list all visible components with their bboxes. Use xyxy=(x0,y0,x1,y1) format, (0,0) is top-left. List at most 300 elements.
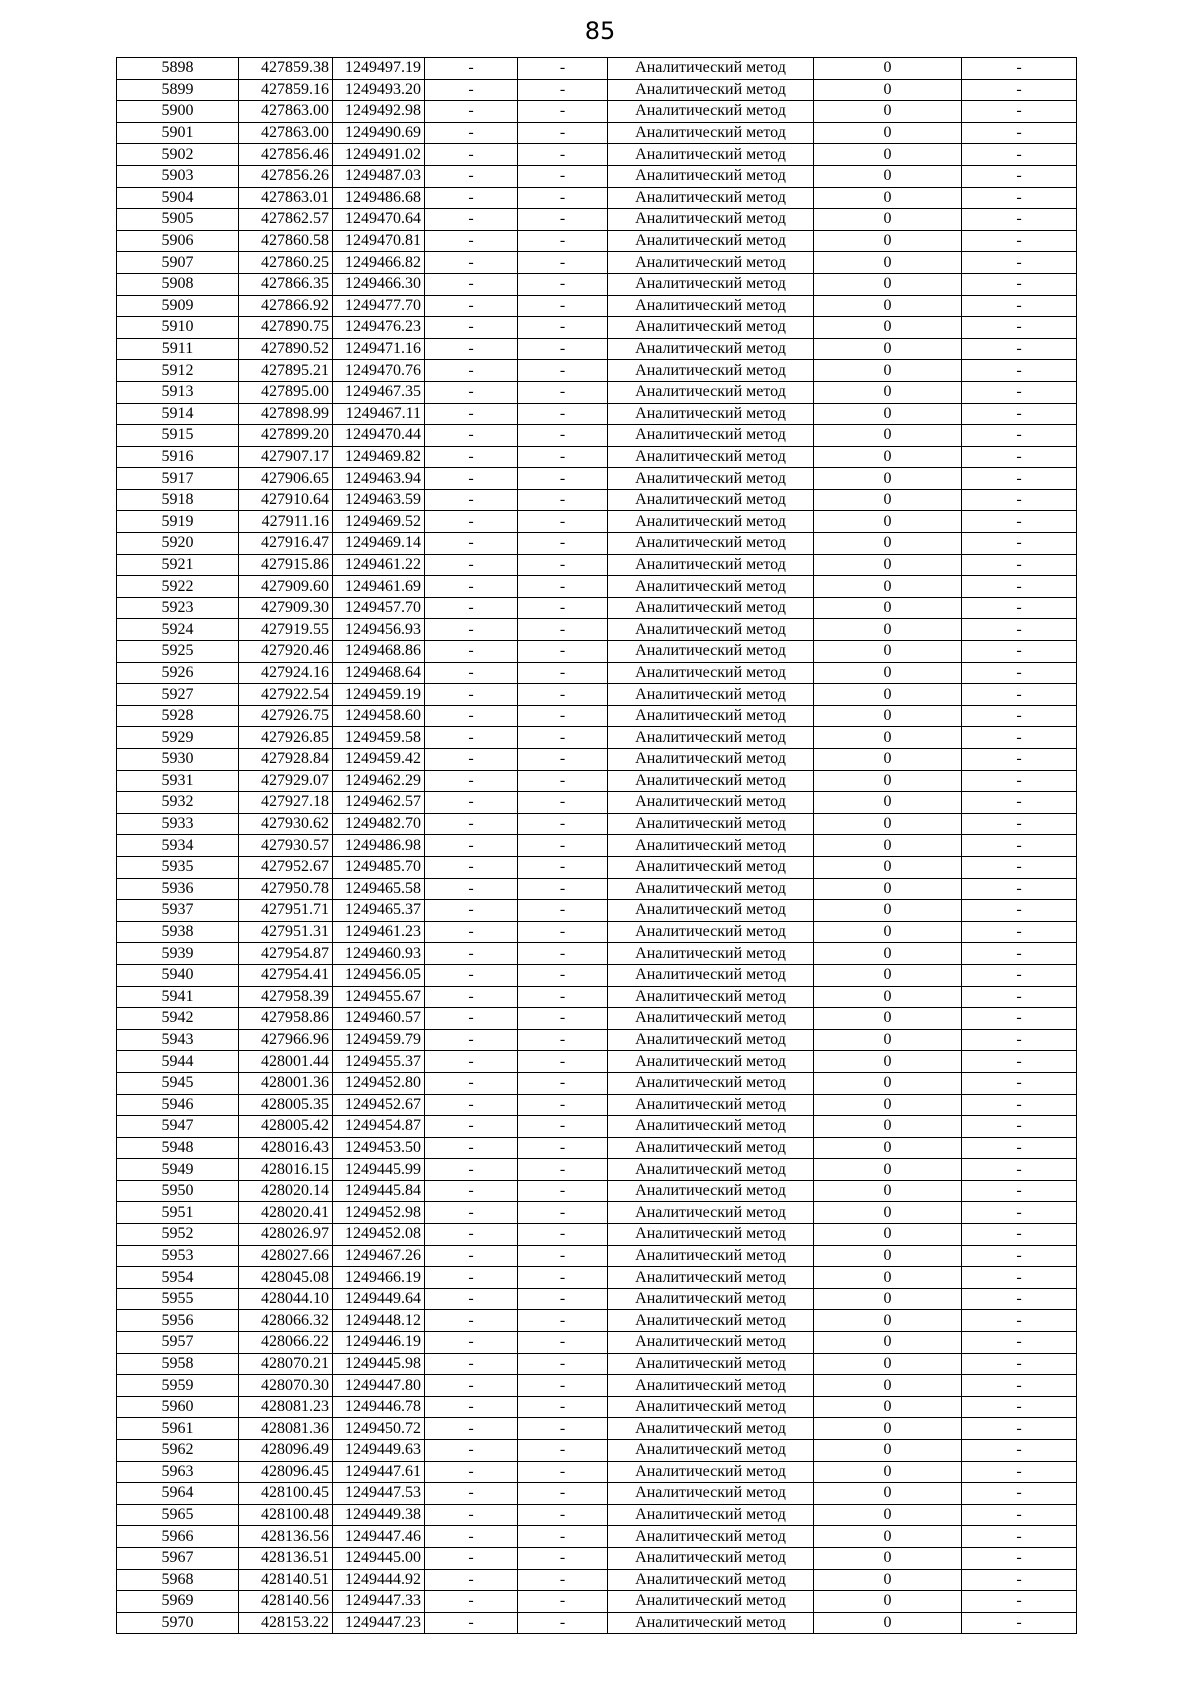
value-cell: 0 xyxy=(814,1116,962,1138)
method-cell: Аналитический метод xyxy=(608,705,814,727)
table-row xyxy=(117,360,1077,382)
dash-cell: - xyxy=(425,576,518,598)
value-cell: 0 xyxy=(814,554,962,576)
table-row xyxy=(117,533,1077,555)
value-cell: 0 xyxy=(814,900,962,922)
y-coordinate-cell: 1249445.84 xyxy=(333,1180,425,1202)
dash-cell: - xyxy=(962,1288,1077,1310)
y-coordinate-cell: 1249459.42 xyxy=(333,749,425,771)
point-number-cell: 5918 xyxy=(117,489,239,511)
value-cell: 0 xyxy=(814,1569,962,1591)
method-cell: Аналитический метод xyxy=(608,856,814,878)
dash-cell: - xyxy=(518,317,608,339)
dash-cell: - xyxy=(425,317,518,339)
point-number-cell: 5963 xyxy=(117,1461,239,1483)
method-cell: Аналитический метод xyxy=(608,727,814,749)
x-coordinate-cell: 427863.01 xyxy=(239,187,333,209)
dash-cell: - xyxy=(425,900,518,922)
dash-cell: - xyxy=(425,1224,518,1246)
y-coordinate-cell: 1249450.72 xyxy=(333,1418,425,1440)
dash-cell: - xyxy=(425,1116,518,1138)
method-cell: Аналитический метод xyxy=(608,1526,814,1548)
y-coordinate-cell: 1249446.78 xyxy=(333,1396,425,1418)
y-coordinate-cell: 1249497.19 xyxy=(333,58,425,80)
dash-cell: - xyxy=(425,1180,518,1202)
value-cell: 0 xyxy=(814,619,962,641)
y-coordinate-cell: 1249460.93 xyxy=(333,943,425,965)
dash-cell: - xyxy=(518,1483,608,1505)
method-cell: Аналитический метод xyxy=(608,1310,814,1332)
dash-cell: - xyxy=(425,1375,518,1397)
value-cell: 0 xyxy=(814,317,962,339)
point-number-cell: 5922 xyxy=(117,576,239,598)
y-coordinate-cell: 1249452.67 xyxy=(333,1094,425,1116)
dash-cell: - xyxy=(518,122,608,144)
dash-cell: - xyxy=(518,1504,608,1526)
value-cell: 0 xyxy=(814,1094,962,1116)
y-coordinate-cell: 1249462.57 xyxy=(333,792,425,814)
x-coordinate-cell: 428026.97 xyxy=(239,1224,333,1246)
point-number-cell: 5967 xyxy=(117,1547,239,1569)
dash-cell: - xyxy=(962,1051,1077,1073)
dash-cell: - xyxy=(425,684,518,706)
dash-cell: - xyxy=(962,1526,1077,1548)
dash-cell: - xyxy=(518,1267,608,1289)
x-coordinate-cell: 427890.75 xyxy=(239,317,333,339)
x-coordinate-cell: 427866.92 xyxy=(239,295,333,317)
y-coordinate-cell: 1249468.86 xyxy=(333,641,425,663)
dash-cell: - xyxy=(425,662,518,684)
point-number-cell: 5969 xyxy=(117,1591,239,1613)
dash-cell: - xyxy=(962,1008,1077,1030)
point-number-cell: 5948 xyxy=(117,1137,239,1159)
dash-cell: - xyxy=(425,921,518,943)
dash-cell: - xyxy=(962,1461,1077,1483)
dash-cell: - xyxy=(425,468,518,490)
dash-cell: - xyxy=(425,1310,518,1332)
x-coordinate-cell: 427862.57 xyxy=(239,209,333,231)
y-coordinate-cell: 1249467.11 xyxy=(333,403,425,425)
dash-cell: - xyxy=(518,619,608,641)
table-row xyxy=(117,684,1077,706)
point-number-cell: 5915 xyxy=(117,425,239,447)
value-cell: 0 xyxy=(814,144,962,166)
dash-cell: - xyxy=(425,144,518,166)
x-coordinate-cell: 427926.75 xyxy=(239,705,333,727)
point-number-cell: 5931 xyxy=(117,770,239,792)
dash-cell: - xyxy=(962,1180,1077,1202)
y-coordinate-cell: 1249445.99 xyxy=(333,1159,425,1181)
method-cell: Аналитический метод xyxy=(608,662,814,684)
x-coordinate-cell: 428081.36 xyxy=(239,1418,333,1440)
dash-cell: - xyxy=(962,662,1077,684)
y-coordinate-cell: 1249455.37 xyxy=(333,1051,425,1073)
dash-cell: - xyxy=(962,749,1077,771)
dash-cell: - xyxy=(518,1332,608,1354)
dash-cell: - xyxy=(425,1051,518,1073)
point-number-cell: 5919 xyxy=(117,511,239,533)
point-number-cell: 5902 xyxy=(117,144,239,166)
point-number-cell: 5966 xyxy=(117,1526,239,1548)
table-row xyxy=(117,1418,1077,1440)
value-cell: 0 xyxy=(814,446,962,468)
dash-cell: - xyxy=(425,122,518,144)
point-number-cell: 5933 xyxy=(117,813,239,835)
y-coordinate-cell: 1249468.64 xyxy=(333,662,425,684)
dash-cell: - xyxy=(962,489,1077,511)
x-coordinate-cell: 428066.22 xyxy=(239,1332,333,1354)
table-row xyxy=(117,101,1077,123)
point-number-cell: 5957 xyxy=(117,1332,239,1354)
dash-cell: - xyxy=(425,1332,518,1354)
table-row xyxy=(117,964,1077,986)
x-coordinate-cell: 427895.00 xyxy=(239,381,333,403)
page-number: 85 xyxy=(584,17,616,45)
value-cell: 0 xyxy=(814,1483,962,1505)
table-row xyxy=(117,835,1077,857)
dash-cell: - xyxy=(962,122,1077,144)
dash-cell: - xyxy=(962,1029,1077,1051)
method-cell: Аналитический метод xyxy=(608,273,814,295)
value-cell: 0 xyxy=(814,1288,962,1310)
method-cell: Аналитический метод xyxy=(608,1267,814,1289)
dash-cell: - xyxy=(962,252,1077,274)
point-number-cell: 5921 xyxy=(117,554,239,576)
table-row xyxy=(117,1008,1077,1030)
y-coordinate-cell: 1249448.12 xyxy=(333,1310,425,1332)
dash-cell: - xyxy=(518,792,608,814)
point-number-cell: 5955 xyxy=(117,1288,239,1310)
dash-cell: - xyxy=(518,187,608,209)
dash-cell: - xyxy=(518,856,608,878)
table-row xyxy=(117,986,1077,1008)
x-coordinate-cell: 427860.58 xyxy=(239,230,333,252)
value-cell: 0 xyxy=(814,58,962,80)
dash-cell: - xyxy=(425,252,518,274)
value-cell: 0 xyxy=(814,1504,962,1526)
point-number-cell: 5968 xyxy=(117,1569,239,1591)
method-cell: Аналитический метод xyxy=(608,1569,814,1591)
dash-cell: - xyxy=(425,770,518,792)
dash-cell: - xyxy=(518,813,608,835)
method-cell: Аналитический метод xyxy=(608,252,814,274)
x-coordinate-cell: 427909.60 xyxy=(239,576,333,598)
table-row xyxy=(117,1159,1077,1181)
method-cell: Аналитический метод xyxy=(608,1008,814,1030)
dash-cell: - xyxy=(518,468,608,490)
dash-cell: - xyxy=(962,878,1077,900)
point-number-cell: 5917 xyxy=(117,468,239,490)
value-cell: 0 xyxy=(814,856,962,878)
y-coordinate-cell: 1249452.80 xyxy=(333,1072,425,1094)
dash-cell: - xyxy=(518,252,608,274)
dash-cell: - xyxy=(425,1440,518,1462)
method-cell: Аналитический метод xyxy=(608,446,814,468)
method-cell: Аналитический метод xyxy=(608,1353,814,1375)
x-coordinate-cell: 427911.16 xyxy=(239,511,333,533)
table-row xyxy=(117,1591,1077,1613)
y-coordinate-cell: 1249463.59 xyxy=(333,489,425,511)
y-coordinate-cell: 1249469.82 xyxy=(333,446,425,468)
y-coordinate-cell: 1249460.57 xyxy=(333,1008,425,1030)
table-row xyxy=(117,446,1077,468)
table-row xyxy=(117,295,1077,317)
value-cell: 0 xyxy=(814,641,962,663)
dash-cell: - xyxy=(518,1396,608,1418)
method-cell: Аналитический метод xyxy=(608,1440,814,1462)
value-cell: 0 xyxy=(814,943,962,965)
table-row xyxy=(117,705,1077,727)
dash-cell: - xyxy=(518,1353,608,1375)
method-cell: Аналитический метод xyxy=(608,187,814,209)
point-number-cell: 5946 xyxy=(117,1094,239,1116)
point-number-cell: 5908 xyxy=(117,273,239,295)
dash-cell: - xyxy=(962,921,1077,943)
dash-cell: - xyxy=(425,1267,518,1289)
y-coordinate-cell: 1249447.53 xyxy=(333,1483,425,1505)
dash-cell: - xyxy=(962,360,1077,382)
x-coordinate-cell: 428140.51 xyxy=(239,1569,333,1591)
table-row xyxy=(117,79,1077,101)
y-coordinate-cell: 1249455.67 xyxy=(333,986,425,1008)
y-coordinate-cell: 1249482.70 xyxy=(333,813,425,835)
point-number-cell: 5962 xyxy=(117,1440,239,1462)
method-cell: Аналитический метод xyxy=(608,1483,814,1505)
point-number-cell: 5924 xyxy=(117,619,239,641)
method-cell: Аналитический метод xyxy=(608,360,814,382)
table-row xyxy=(117,554,1077,576)
x-coordinate-cell: 427922.54 xyxy=(239,684,333,706)
table-row xyxy=(117,230,1077,252)
dash-cell: - xyxy=(518,705,608,727)
method-cell: Аналитический метод xyxy=(608,684,814,706)
y-coordinate-cell: 1249461.22 xyxy=(333,554,425,576)
y-coordinate-cell: 1249466.30 xyxy=(333,273,425,295)
dash-cell: - xyxy=(962,597,1077,619)
x-coordinate-cell: 427859.16 xyxy=(239,79,333,101)
dash-cell: - xyxy=(518,1029,608,1051)
dash-cell: - xyxy=(962,856,1077,878)
method-cell: Аналитический метод xyxy=(608,1418,814,1440)
dash-cell: - xyxy=(518,1418,608,1440)
method-cell: Аналитический метод xyxy=(608,1029,814,1051)
x-coordinate-cell: 427856.46 xyxy=(239,144,333,166)
value-cell: 0 xyxy=(814,1202,962,1224)
method-cell: Аналитический метод xyxy=(608,619,814,641)
value-cell: 0 xyxy=(814,1440,962,1462)
value-cell: 0 xyxy=(814,1029,962,1051)
y-coordinate-cell: 1249470.44 xyxy=(333,425,425,447)
dash-cell: - xyxy=(962,1353,1077,1375)
dash-cell: - xyxy=(518,1547,608,1569)
y-coordinate-cell: 1249471.16 xyxy=(333,338,425,360)
table-row xyxy=(117,1504,1077,1526)
value-cell: 0 xyxy=(814,662,962,684)
value-cell: 0 xyxy=(814,921,962,943)
value-cell: 0 xyxy=(814,360,962,382)
coordinates-table xyxy=(116,57,1077,1634)
x-coordinate-cell: 428070.30 xyxy=(239,1375,333,1397)
table-row xyxy=(117,144,1077,166)
method-cell: Аналитический метод xyxy=(608,1051,814,1073)
y-coordinate-cell: 1249456.05 xyxy=(333,964,425,986)
dash-cell: - xyxy=(518,144,608,166)
dash-cell: - xyxy=(425,230,518,252)
value-cell: 0 xyxy=(814,511,962,533)
point-number-cell: 5937 xyxy=(117,900,239,922)
value-cell: 0 xyxy=(814,403,962,425)
dash-cell: - xyxy=(962,446,1077,468)
y-coordinate-cell: 1249444.92 xyxy=(333,1569,425,1591)
table-row xyxy=(117,1029,1077,1051)
y-coordinate-cell: 1249449.64 xyxy=(333,1288,425,1310)
method-cell: Аналитический метод xyxy=(608,1547,814,1569)
x-coordinate-cell: 427863.00 xyxy=(239,101,333,123)
value-cell: 0 xyxy=(814,101,962,123)
method-cell: Аналитический метод xyxy=(608,943,814,965)
y-coordinate-cell: 1249458.60 xyxy=(333,705,425,727)
value-cell: 0 xyxy=(814,576,962,598)
method-cell: Аналитический метод xyxy=(608,641,814,663)
value-cell: 0 xyxy=(814,1526,962,1548)
dash-cell: - xyxy=(962,1159,1077,1181)
point-number-cell: 5954 xyxy=(117,1267,239,1289)
x-coordinate-cell: 427950.78 xyxy=(239,878,333,900)
dash-cell: - xyxy=(425,1418,518,1440)
point-number-cell: 5904 xyxy=(117,187,239,209)
dash-cell: - xyxy=(425,187,518,209)
dash-cell: - xyxy=(962,1396,1077,1418)
y-coordinate-cell: 1249467.35 xyxy=(333,381,425,403)
x-coordinate-cell: 428001.44 xyxy=(239,1051,333,1073)
table-row xyxy=(117,900,1077,922)
dash-cell: - xyxy=(425,964,518,986)
dash-cell: - xyxy=(962,1332,1077,1354)
dash-cell: - xyxy=(425,856,518,878)
table-row xyxy=(117,727,1077,749)
value-cell: 0 xyxy=(814,684,962,706)
x-coordinate-cell: 427907.17 xyxy=(239,446,333,468)
table-row xyxy=(117,1072,1077,1094)
table-row xyxy=(117,921,1077,943)
y-coordinate-cell: 1249445.98 xyxy=(333,1353,425,1375)
dash-cell: - xyxy=(518,165,608,187)
point-number-cell: 5950 xyxy=(117,1180,239,1202)
table-row xyxy=(117,273,1077,295)
table-row xyxy=(117,576,1077,598)
point-number-cell: 5940 xyxy=(117,964,239,986)
y-coordinate-cell: 1249493.20 xyxy=(333,79,425,101)
x-coordinate-cell: 427920.46 xyxy=(239,641,333,663)
table-row xyxy=(117,1440,1077,1462)
dash-cell: - xyxy=(962,403,1077,425)
dash-cell: - xyxy=(518,1310,608,1332)
table-row xyxy=(117,1353,1077,1375)
point-number-cell: 5912 xyxy=(117,360,239,382)
dash-cell: - xyxy=(962,770,1077,792)
dash-cell: - xyxy=(518,1288,608,1310)
point-number-cell: 5944 xyxy=(117,1051,239,1073)
dash-cell: - xyxy=(425,727,518,749)
table-row xyxy=(117,770,1077,792)
y-coordinate-cell: 1249447.80 xyxy=(333,1375,425,1397)
dash-cell: - xyxy=(518,1612,608,1634)
table-row xyxy=(117,1396,1077,1418)
dash-cell: - xyxy=(518,554,608,576)
x-coordinate-cell: 427898.99 xyxy=(239,403,333,425)
y-coordinate-cell: 1249490.69 xyxy=(333,122,425,144)
y-coordinate-cell: 1249492.98 xyxy=(333,101,425,123)
value-cell: 0 xyxy=(814,1008,962,1030)
dash-cell: - xyxy=(425,1612,518,1634)
dash-cell: - xyxy=(425,1029,518,1051)
dash-cell: - xyxy=(518,943,608,965)
dash-cell: - xyxy=(962,1094,1077,1116)
table-row xyxy=(117,122,1077,144)
x-coordinate-cell: 427966.96 xyxy=(239,1029,333,1051)
point-number-cell: 5936 xyxy=(117,878,239,900)
dash-cell: - xyxy=(425,58,518,80)
point-number-cell: 5930 xyxy=(117,749,239,771)
table-row xyxy=(117,749,1077,771)
table-row xyxy=(117,1547,1077,1569)
dash-cell: - xyxy=(425,792,518,814)
method-cell: Аналитический метод xyxy=(608,1396,814,1418)
method-cell: Аналитический метод xyxy=(608,489,814,511)
value-cell: 0 xyxy=(814,792,962,814)
point-number-cell: 5960 xyxy=(117,1396,239,1418)
dash-cell: - xyxy=(425,554,518,576)
dash-cell: - xyxy=(425,1504,518,1526)
dash-cell: - xyxy=(425,986,518,1008)
point-number-cell: 5898 xyxy=(117,58,239,80)
table-row xyxy=(117,1526,1077,1548)
y-coordinate-cell: 1249459.19 xyxy=(333,684,425,706)
y-coordinate-cell: 1249465.58 xyxy=(333,878,425,900)
y-coordinate-cell: 1249447.46 xyxy=(333,1526,425,1548)
y-coordinate-cell: 1249463.94 xyxy=(333,468,425,490)
dash-cell: - xyxy=(518,1245,608,1267)
dash-cell: - xyxy=(518,1569,608,1591)
method-cell: Аналитический метод xyxy=(608,230,814,252)
x-coordinate-cell: 427927.18 xyxy=(239,792,333,814)
x-coordinate-cell: 427866.35 xyxy=(239,273,333,295)
x-coordinate-cell: 427951.31 xyxy=(239,921,333,943)
dash-cell: - xyxy=(425,1569,518,1591)
table-row xyxy=(117,1267,1077,1289)
value-cell: 0 xyxy=(814,273,962,295)
x-coordinate-cell: 427859.38 xyxy=(239,58,333,80)
y-coordinate-cell: 1249466.19 xyxy=(333,1267,425,1289)
dash-cell: - xyxy=(518,489,608,511)
method-cell: Аналитический метод xyxy=(608,79,814,101)
dash-cell: - xyxy=(518,1461,608,1483)
dash-cell: - xyxy=(425,1591,518,1613)
dash-cell: - xyxy=(518,1008,608,1030)
dash-cell: - xyxy=(425,425,518,447)
value-cell: 0 xyxy=(814,187,962,209)
dash-cell: - xyxy=(962,425,1077,447)
dash-cell: - xyxy=(962,1224,1077,1246)
point-number-cell: 5910 xyxy=(117,317,239,339)
dash-cell: - xyxy=(518,986,608,1008)
dash-cell: - xyxy=(518,511,608,533)
dash-cell: - xyxy=(962,144,1077,166)
method-cell: Аналитический метод xyxy=(608,1504,814,1526)
dash-cell: - xyxy=(425,878,518,900)
dash-cell: - xyxy=(518,79,608,101)
value-cell: 0 xyxy=(814,705,962,727)
